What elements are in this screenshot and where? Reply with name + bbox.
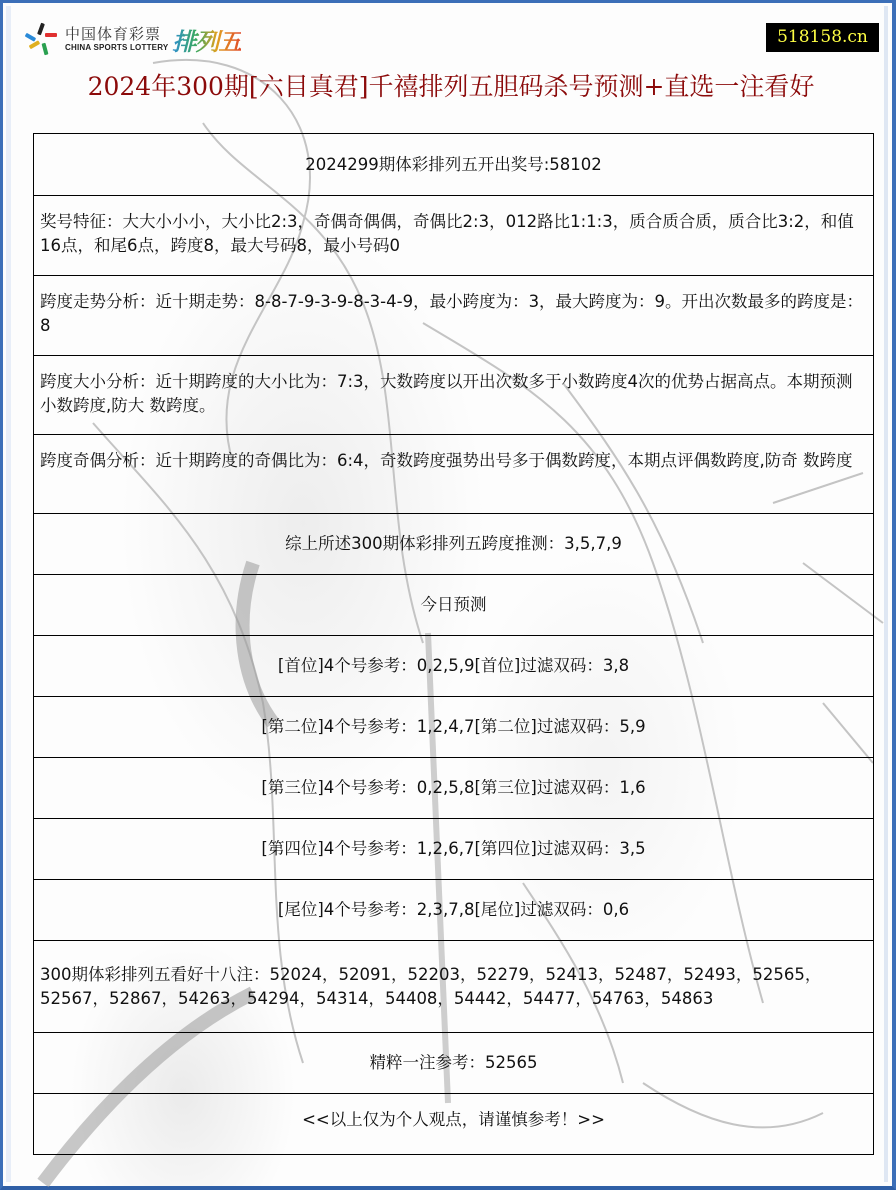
table-row bbox=[34, 819, 874, 880]
best-pick-cell: 精粹一注参考：52565 bbox=[34, 1033, 874, 1094]
game-name-logo: 排列五 bbox=[172, 22, 241, 57]
table-row bbox=[34, 134, 874, 196]
table-row bbox=[34, 356, 874, 435]
table-row bbox=[34, 880, 874, 941]
span-prediction-cell: 综上所述300期体彩排列五跨度推测：3,5,7,9 bbox=[34, 514, 874, 575]
position-4-cell: [第四位]4个号参考：1,2,6,7[第四位]过滤双码：3,5 bbox=[34, 819, 874, 880]
table-row bbox=[34, 575, 874, 636]
logo-en-text: CHINA SPORTS LOTTERY bbox=[65, 42, 169, 52]
position-1-cell: [首位]4个号参考：0,2,5,9[首位]过滤双码：3,8 bbox=[34, 636, 874, 697]
position-5-cell: [尾位]4个号参考：2,3,7,8[尾位]过滤双码：0,6 bbox=[34, 880, 874, 941]
site-domain-badge[interactable]: 518158.cn bbox=[766, 23, 879, 52]
table-row bbox=[34, 758, 874, 819]
disclaimer-cell: <<以上仅为个人观点，请谨慎参考！>> bbox=[34, 1094, 874, 1155]
table-row bbox=[34, 435, 874, 514]
page-title: 2024年300期[六目真君]千禧排列五胆码杀号预测+直选一注看好 bbox=[87, 72, 815, 101]
table-row bbox=[34, 941, 874, 1033]
table-row bbox=[34, 196, 874, 276]
today-prediction-heading: 今日预测 bbox=[34, 575, 874, 636]
header bbox=[3, 3, 896, 65]
china-sports-lottery-logo[interactable] bbox=[23, 21, 241, 57]
position-3-cell: [第三位]4个号参考：0,2,5,8[第三位]过滤双码：1,6 bbox=[34, 758, 874, 819]
china-sports-lottery-logo-icon bbox=[23, 21, 59, 57]
table-row bbox=[34, 697, 874, 758]
last-draw-cell: 2024299期体彩排列五开出奖号:58102 bbox=[34, 134, 874, 196]
span-parity-cell: 跨度奇偶分析：近十期跨度的奇偶比为：6:4，奇数跨度强势出号多于偶数跨度，本期点评偶数跨度,防奇 数跨度 bbox=[34, 435, 874, 514]
logo-cn-text: 中国体育彩票 bbox=[65, 24, 162, 43]
logo-text bbox=[65, 26, 168, 53]
table-row bbox=[34, 636, 874, 697]
table-row bbox=[34, 514, 874, 575]
table-row bbox=[34, 1094, 874, 1155]
table-row bbox=[34, 276, 874, 356]
position-2-cell: [第二位]4个号参考：1,2,4,7[第二位]过滤双码：5,9 bbox=[34, 697, 874, 758]
span-trend-cell: 跨度走势分析：近十期走势：8-8-7-9-3-9-8-3-4-9，最小跨度为：3，最大跨度为：9。开出次数最多的跨度是：8 bbox=[34, 276, 874, 356]
table-row bbox=[34, 1033, 874, 1094]
prediction-table bbox=[33, 133, 874, 1155]
eighteen-picks-cell: 300期体彩排列五看好十八注：52024，52091，52203，52279，52413，52487，52493，52565，52567，52867，54263，54294，54314，54408，54442，54477，54763，54863 bbox=[34, 941, 874, 1033]
span-size-cell: 跨度大小分析：近十期跨度的大小比为：7:3，大数跨度以开出次数多于小数跨度4次的优势占据高点。本期预测小数跨度,防大 数跨度。 bbox=[34, 356, 874, 435]
draw-features-cell: 奖号特征：大大小小小，大小比2:3，奇偶奇偶偶，奇偶比2:3，012路比1:1:3，质合质合质，质合比3:2，和值16点，和尾6点，跨度8，最大号码8，最小号码0 bbox=[34, 196, 874, 276]
